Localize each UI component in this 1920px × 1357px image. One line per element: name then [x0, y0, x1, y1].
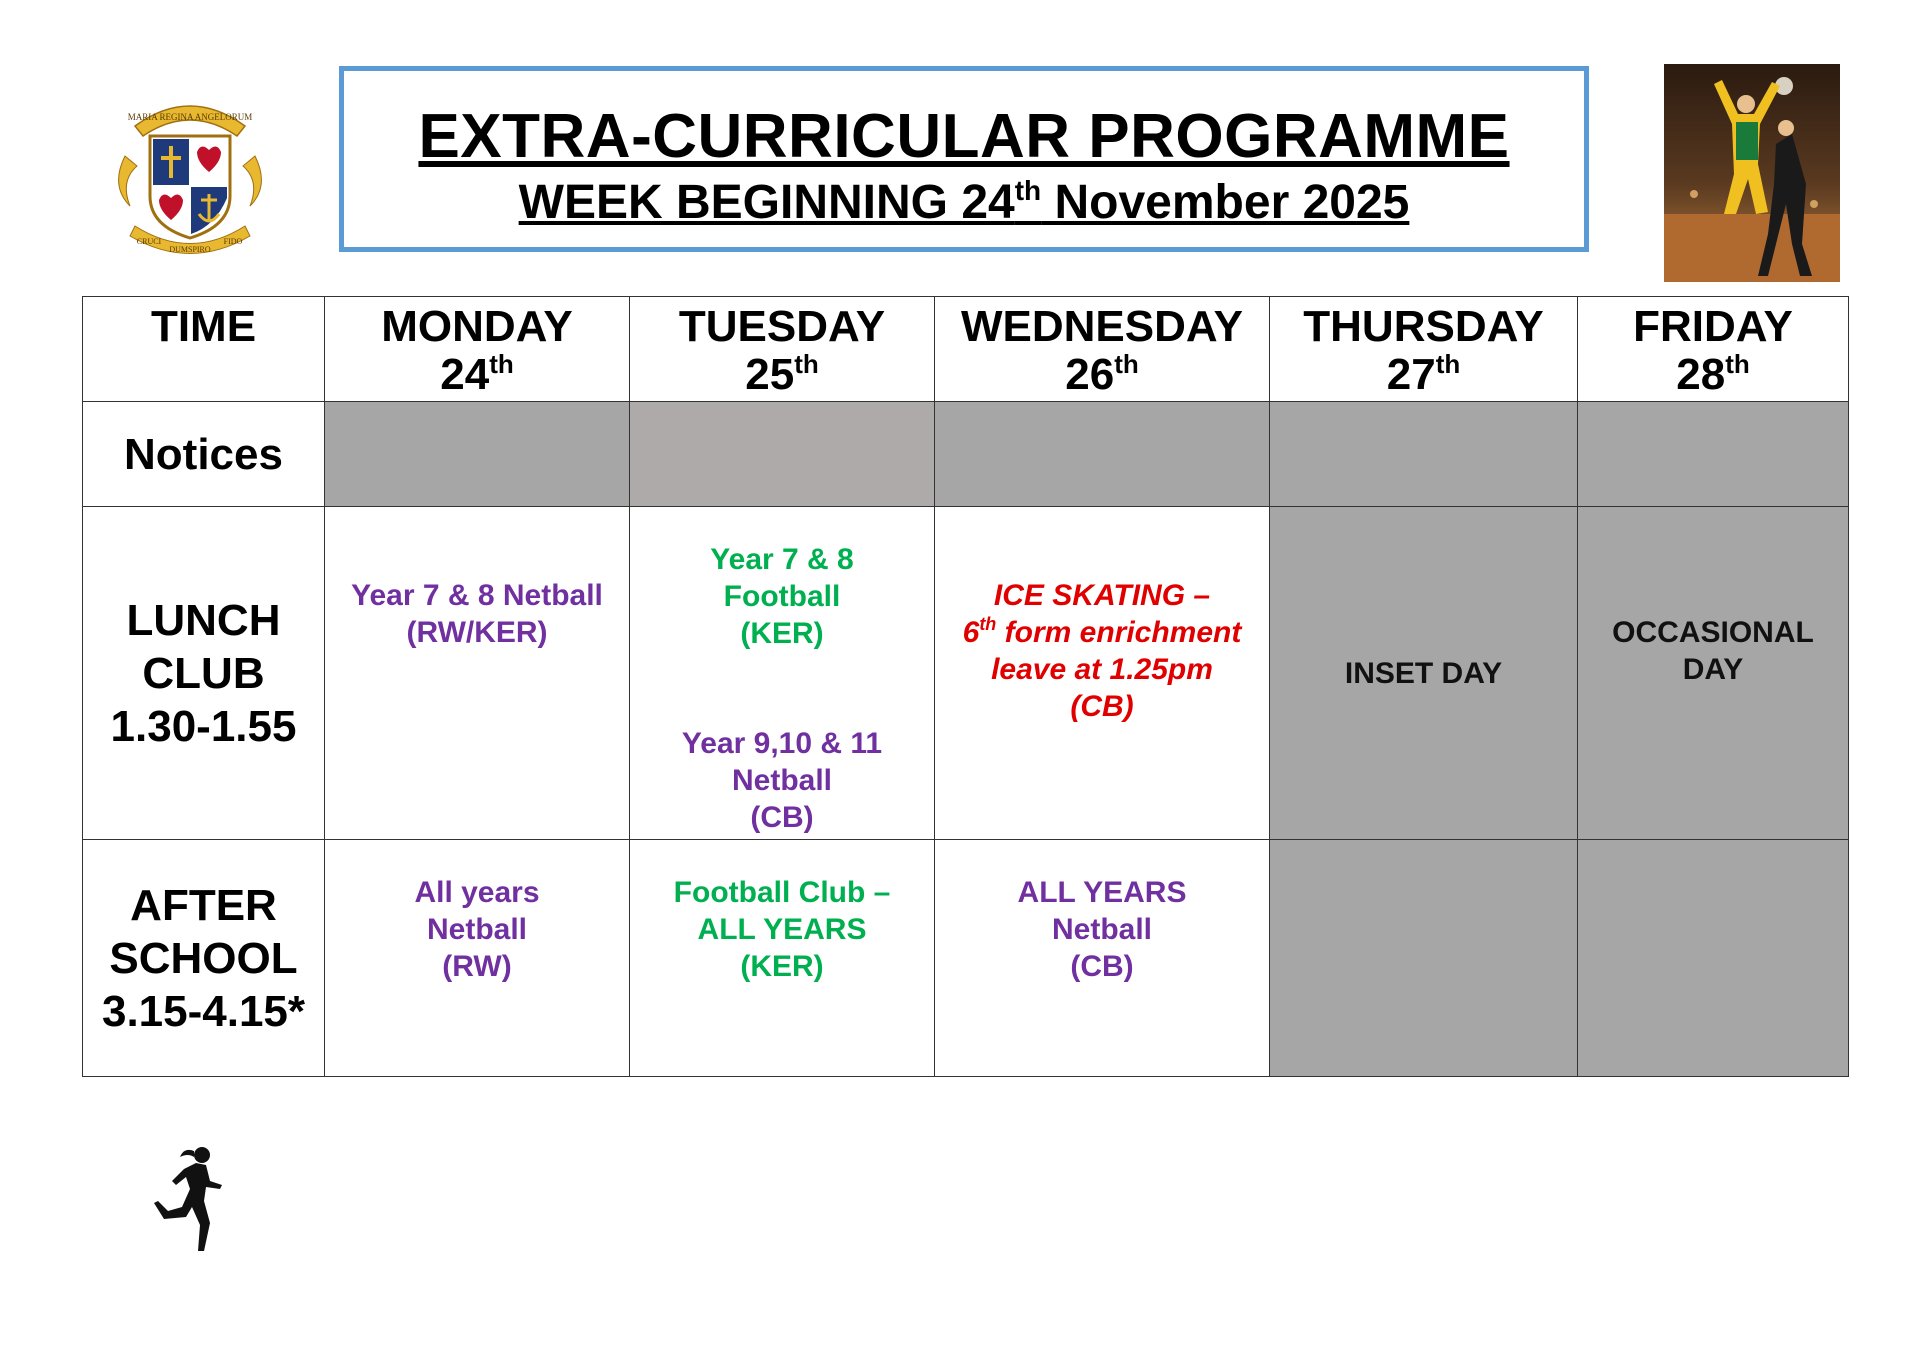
- crest-motto-left: CRUCI: [136, 237, 162, 246]
- lunch-thursday: [1270, 507, 1578, 840]
- activity-line: Year 7 & 8 Netball: [351, 579, 603, 612]
- activity-line: ICE SKATING –: [993, 579, 1211, 612]
- label-line: 1.30-1.55: [110, 701, 297, 751]
- day-header-friday: [1578, 297, 1849, 402]
- inset-day-label: INSET DAY: [1344, 656, 1503, 690]
- activity-line: ALL YEARS: [697, 913, 867, 946]
- activity-line: Football: [723, 580, 841, 613]
- activity-line: Year 7 & 8: [710, 543, 854, 576]
- after-friday: [1578, 840, 1849, 1077]
- day-date-sup: th: [489, 349, 514, 379]
- activity-line: (RW/KER): [406, 616, 548, 649]
- school-crest-logo: [105, 86, 275, 256]
- time-header-label: TIME: [150, 302, 257, 351]
- notices-monday: [325, 402, 630, 507]
- runner-silhouette-icon: [150, 1145, 230, 1255]
- notices-wednesday: [935, 402, 1270, 507]
- schedule-table: [82, 296, 1849, 1077]
- subtitle-text: WEEK BEGINNING 24: [518, 176, 1015, 229]
- page-title: EXTRA-CURRICULAR PROGRAMME: [418, 102, 1510, 171]
- label-line: 3.15-4.15*: [101, 986, 306, 1036]
- day-date-sup: th: [794, 349, 819, 379]
- notices-row: [83, 402, 1849, 507]
- activity-sup: th: [979, 614, 997, 634]
- day-name: WEDNESDAY: [961, 302, 1243, 351]
- after-wednesday: [935, 840, 1270, 1077]
- day-header-tuesday: [630, 297, 935, 402]
- day-date-sup: th: [1114, 349, 1139, 379]
- day-date-sup: th: [1725, 349, 1750, 379]
- activity-line: Netball: [731, 764, 833, 797]
- activity-line: OCCASIONAL: [1612, 616, 1814, 649]
- header-row: [83, 297, 1849, 402]
- day-date: 27: [1386, 350, 1436, 399]
- title-box: [339, 66, 1589, 252]
- activity-line: Football Club –: [673, 876, 891, 909]
- netball-photo: [1664, 64, 1840, 282]
- lunch-tuesday: [630, 507, 935, 840]
- after-school-row: [83, 840, 1849, 1077]
- activity-line: (KER): [740, 950, 824, 983]
- activity-line: (KER): [740, 617, 824, 650]
- lunch-tuesday-netball: [630, 725, 934, 836]
- lunch-wednesday: [935, 507, 1270, 840]
- after-monday: [325, 840, 630, 1077]
- day-date: 24: [440, 350, 490, 399]
- label-line: SCHOOL: [109, 933, 298, 983]
- day-date: 26: [1065, 350, 1115, 399]
- activity-line: (CB): [750, 801, 814, 834]
- crest-motto-right: FIDO: [223, 237, 243, 246]
- activity-line: leave at 1.25pm: [991, 653, 1213, 686]
- day-date: 25: [745, 350, 795, 399]
- notices-tuesday: [630, 402, 935, 507]
- notices-thursday: [1270, 402, 1578, 507]
- after-thursday: [1270, 840, 1578, 1077]
- day-header-wednesday: [935, 297, 1270, 402]
- activity-line: All years: [414, 876, 540, 909]
- after-school-label: [83, 840, 325, 1077]
- label-line: AFTER: [130, 880, 277, 930]
- day-header-monday: [325, 297, 630, 402]
- day-date: 28: [1676, 350, 1726, 399]
- lunch-friday: [1578, 507, 1849, 840]
- day-name: THURSDAY: [1303, 302, 1544, 351]
- notices-friday: [1578, 402, 1849, 507]
- notices-label: Notices: [83, 402, 325, 507]
- after-tuesday: [630, 840, 935, 1077]
- activity-line: (RW): [442, 950, 512, 983]
- time-header: [83, 297, 325, 402]
- day-name: MONDAY: [381, 302, 573, 351]
- day-name: FRIDAY: [1633, 302, 1793, 351]
- activity-line: form enrichment: [996, 616, 1242, 649]
- activity-line: DAY: [1682, 653, 1744, 686]
- subtitle-sup: th: [1014, 175, 1042, 206]
- subtitle-month: November 2025: [1041, 176, 1410, 229]
- activity-line: (CB): [1070, 690, 1134, 723]
- activity-line: Netball: [426, 913, 528, 946]
- lunch-tuesday-football: [630, 541, 934, 652]
- lunch-monday: [325, 507, 630, 840]
- week-beginning-subtitle: [344, 175, 1584, 231]
- crest-motto-mid: DUMSPIRO: [169, 245, 211, 254]
- activity-line: 6: [962, 616, 980, 649]
- activity-line: ALL YEARS: [1017, 876, 1187, 909]
- activity-line: Netball: [1051, 913, 1153, 946]
- label-line: CLUB: [142, 648, 265, 698]
- activity-line: (CB): [1070, 950, 1134, 983]
- day-header-thursday: [1270, 297, 1578, 402]
- crest-motto-top: MARIA REGINA ANGELORUM: [127, 112, 253, 122]
- label-line: LUNCH: [126, 595, 281, 645]
- day-name: TUESDAY: [678, 302, 886, 351]
- lunch-club-label: [83, 507, 325, 840]
- lunch-club-row: [83, 507, 1849, 840]
- day-date-sup: th: [1435, 349, 1461, 379]
- activity-line: Year 9,10 & 11: [681, 727, 883, 760]
